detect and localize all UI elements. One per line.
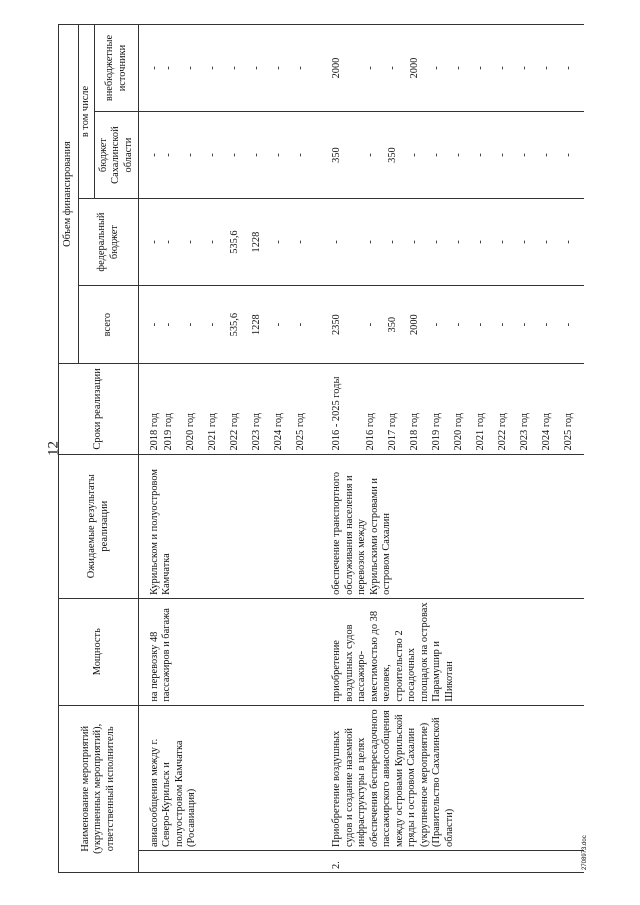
spacer-cell [316,364,330,454]
spacer-cell [316,199,330,286]
federal-cell: - [408,199,430,286]
federal-cell: - [272,199,294,286]
total-cell: - [206,286,228,364]
federal-cell: - [562,199,584,286]
sakhalin-cell: - [496,112,518,199]
federal-cell: - [294,199,316,286]
federal-cell: - [162,199,184,286]
header-total: всего [79,286,139,364]
spacer-cell [316,112,330,199]
period-cell: 2018 год [139,364,163,454]
sakhalin-cell: - [294,112,316,199]
total-cell: - [184,286,206,364]
offbudget-cell: - [540,25,562,112]
offbudget-cell: - [496,25,518,112]
spacer-cell [316,850,330,872]
header-capacity: Мощность [59,598,139,705]
block-spacer [316,25,330,873]
total-cell: - [272,286,294,364]
spacer-cell [316,25,330,112]
period-cell: 2023 год [250,364,272,454]
federal-cell: - [540,199,562,286]
federal-cell: - [364,199,386,286]
sakhalin-cell: - [139,112,163,199]
rotated-table-container [58,24,578,873]
period-cell: 2016 - 2025 годы [330,364,364,454]
document-id: 2708973.doc [582,835,588,870]
federal-cell: - [430,199,452,286]
period-cell: 2024 год [540,364,562,454]
period-cell: 2021 год [206,364,228,454]
spacer-cell [316,705,330,850]
sakhalin-cell: - [518,112,540,199]
total-cell: - [562,286,584,364]
period-cell: 2019 год [162,364,184,454]
federal-cell: - [386,199,408,286]
header-financing: Объем финансирования [59,25,79,364]
activity-name: авиасообщения между г. Северо-Курильск и полуостровом Камчатка (Росавиация) [139,705,317,850]
period-cell: 2024 год [272,364,294,454]
header-including: в том числе [79,25,95,199]
financing-table [58,24,584,873]
offbudget-cell: - [250,25,272,112]
page-number: 12 [45,441,62,456]
offbudget-cell: - [562,25,584,112]
period-cell: 2016 год [364,364,386,454]
total-cell: - [430,286,452,364]
capacity-cell: приобретение воздушных судов пассажиро-вместимостью до 38 человек, строительство 2 посадочных площадок на островах Парамушир и Шикотан [330,598,584,705]
federal-cell: - [184,199,206,286]
row-number: 2. [330,850,584,872]
offbudget-cell: - [162,25,184,112]
federal-cell: - [518,199,540,286]
sakhalin-cell: - [540,112,562,199]
period-cell: 2022 год [496,364,518,454]
capacity-cell: на перевозку 48 пассажиров и багажа [139,598,317,705]
offbudget-cell: - [184,25,206,112]
total-cell: 350 [386,286,408,364]
total-cell: - [162,286,184,364]
offbudget-cell: - [364,25,386,112]
offbudget-cell: - [518,25,540,112]
sakhalin-cell: - [228,112,250,199]
table-row [139,25,163,873]
sakhalin-cell: - [206,112,228,199]
sakhalin-cell: 350 [386,112,408,199]
offbudget-cell: - [294,25,316,112]
total-cell: - [474,286,496,364]
results-cell: обеспечение транспортного обслуживания населения и перевозок между Курильскими островами и островом Сахалин [330,454,584,598]
row-number [139,850,317,872]
sakhalin-cell: - [474,112,496,199]
sakhalin-cell: - [364,112,386,199]
total-cell: 2000 [408,286,430,364]
sakhalin-cell: - [430,112,452,199]
total-cell: - [364,286,386,364]
activity-name: Приобретение воздушных судов и создание наземной инфраструктуры в целях обеспечения беспересадочного пассажирского авиасообщения между островами Курильской гряды и островом Сахалин (укрупненное мероприятие) (Правительство Сахалинской области) [330,705,584,850]
total-cell: 535,6 [228,286,250,364]
spacer-cell [316,286,330,364]
period-cell: 2019 год [430,364,452,454]
header-offbudget: внебюджетные источники [95,25,139,112]
period-cell: 2022 год [228,364,250,454]
federal-cell: - [139,199,163,286]
total-cell: - [139,286,163,364]
offbudget-cell: - [474,25,496,112]
period-cell: 2018 год [408,364,430,454]
federal-cell: 535,6 [228,199,250,286]
period-cell: 2021 год [474,364,496,454]
spacer-cell [316,454,330,598]
period-cell: 2023 год [518,364,540,454]
spacer-cell [316,598,330,705]
header-name: Наименование мероприятий (укрупненных мероприятий), ответственный исполнитель [59,705,139,872]
total-cell: - [540,286,562,364]
federal-cell: - [496,199,518,286]
sakhalin-cell: - [162,112,184,199]
offbudget-cell: - [452,25,474,112]
total-cell: - [452,286,474,364]
federal-cell: - [330,199,364,286]
offbudget-cell: 2000 [330,25,364,112]
offbudget-cell: - [430,25,452,112]
header-results: Ожидаемые результаты реализации [59,454,139,598]
sakhalin-cell: - [272,112,294,199]
results-cell: Курильском и полуостровом Камчатка [139,454,317,598]
total-cell: 1228 [250,286,272,364]
header-federal: федеральный бюджет [79,199,139,286]
total-cell: - [518,286,540,364]
period-cell: 2025 год [294,364,316,454]
federal-cell: - [206,199,228,286]
table-row [330,25,364,873]
period-cell: 2020 год [184,364,206,454]
header-period: Сроки реализации [59,364,139,454]
offbudget-cell: - [139,25,163,112]
period-cell: 2017 год [386,364,408,454]
offbudget-cell: - [386,25,408,112]
offbudget-cell: - [228,25,250,112]
sakhalin-cell: - [184,112,206,199]
total-cell: 2350 [330,286,364,364]
offbudget-cell: - [206,25,228,112]
header-sakhalin: бюджет Сахалинской области [95,112,139,199]
federal-cell: - [474,199,496,286]
period-cell: 2020 год [452,364,474,454]
federal-cell: 1228 [250,199,272,286]
federal-cell: - [452,199,474,286]
total-cell: - [294,286,316,364]
sakhalin-cell: - [562,112,584,199]
period-cell: 2025 год [562,364,584,454]
total-cell: - [496,286,518,364]
offbudget-cell: - [272,25,294,112]
sakhalin-cell: 350 [330,112,364,199]
sakhalin-cell: - [408,112,430,199]
offbudget-cell: 2000 [408,25,430,112]
sakhalin-cell: - [452,112,474,199]
sakhalin-cell: - [250,112,272,199]
